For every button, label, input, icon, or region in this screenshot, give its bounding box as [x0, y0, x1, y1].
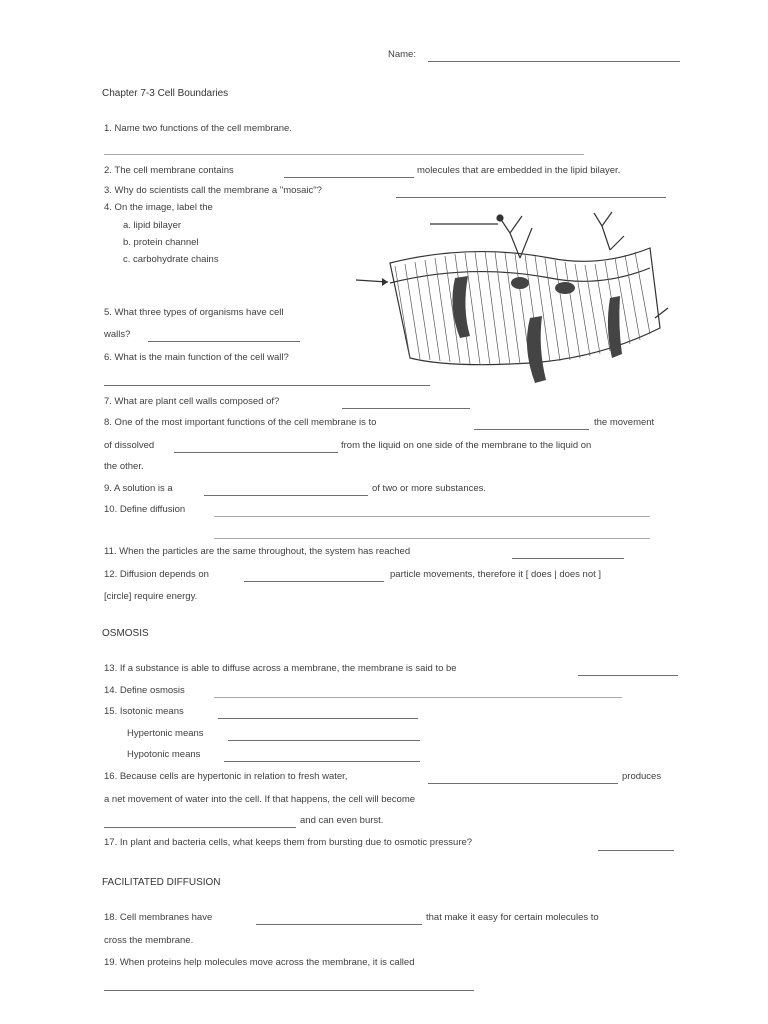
question-8-end: from the liquid on one side of the membrane to the liquid on [341, 440, 592, 451]
question-15: 15. Isotonic means [104, 706, 184, 717]
question-18-end: that make it easy for certain molecules to [426, 912, 599, 923]
question-12-circle: [circle] require energy. [104, 591, 198, 602]
question-4: 4. On the image, label the [104, 202, 213, 213]
question-15-hypertonic: Hypertonic means [127, 728, 204, 739]
worksheet-title: Chapter 7-3 Cell Boundaries [102, 88, 229, 99]
question-19: 19. When proteins help molecules move across the membrane, it is called [104, 957, 415, 968]
pointer-arrowhead [382, 278, 388, 286]
question-16-end: and can even burst. [300, 815, 384, 826]
question-6: 6. What is the main function of the cell wall? [104, 352, 289, 363]
question-10: 10. Define diffusion [104, 504, 186, 515]
question-5-start: 5. What three types of organisms have cell [104, 307, 284, 318]
label-item-c: c. carbohydrate chains [123, 254, 219, 265]
answer-blank-9[interactable] [204, 495, 368, 496]
answer-blank-11[interactable] [512, 558, 624, 559]
answer-blank-8a[interactable] [474, 429, 589, 430]
answer-blank-16b[interactable] [104, 827, 296, 828]
answer-blank-15c[interactable] [224, 761, 420, 762]
question-2-start: 2. The cell membrane contains [104, 165, 234, 176]
answer-blank-17[interactable] [598, 850, 674, 851]
facilitated-diffusion-heading: FACILITATED DIFFUSION [102, 877, 221, 888]
protein-channels [452, 276, 622, 383]
carbohydrate-chains [497, 212, 624, 258]
label-item-b: b. protein channel [123, 237, 199, 248]
question-7: 7. What are plant cell walls composed of? [104, 396, 280, 407]
question-16-produces: produces [622, 771, 662, 782]
question-1: 1. Name two functions of the cell membrane. [104, 123, 292, 134]
name-label: Name: [388, 49, 416, 60]
question-13: 13. If a substance is able to diffuse across a membrane, the membrane is said to be [104, 663, 457, 674]
answer-blank-13[interactable] [578, 675, 678, 676]
answer-blank-15a[interactable] [218, 718, 418, 719]
cell-membrane-diagram [350, 208, 670, 403]
label-item-a: a. lipid bilayer [123, 220, 182, 231]
osmosis-heading: OSMOSIS [102, 628, 149, 639]
answer-blank-3[interactable] [396, 197, 666, 198]
answer-blank-5[interactable] [148, 341, 300, 342]
question-8-dissolved: of dissolved [104, 440, 155, 451]
answer-blank-1[interactable] [104, 154, 584, 155]
name-blank[interactable] [428, 61, 680, 62]
question-12-end: particle movements, therefore it [ does | does not ] [390, 569, 602, 580]
answer-blank-10b[interactable] [214, 538, 650, 539]
question-3: 3. Why do scientists call the membrane a "mosaic"? [104, 185, 322, 196]
question-9-end: of two or more substances. [372, 483, 487, 494]
question-12-start: 12. Diffusion depends on [104, 569, 209, 580]
question-18-cross: cross the membrane. [104, 935, 194, 946]
question-8-start: 8. One of the most important functions of the cell membrane is to [104, 417, 377, 428]
question-5-end: walls? [104, 329, 131, 340]
question-14: 14. Define osmosis [104, 685, 185, 696]
question-15-hypotonic: Hypotonic means [127, 749, 201, 760]
question-16-start: 16. Because cells are hypertonic in relation to fresh water, [104, 771, 348, 782]
answer-blank-2[interactable] [284, 177, 414, 178]
answer-blank-16a[interactable] [428, 783, 618, 784]
answer-blank-18[interactable] [256, 924, 422, 925]
answer-blank-14[interactable] [214, 697, 622, 698]
answer-blank-10a[interactable] [214, 516, 650, 517]
answer-blank-12[interactable] [244, 581, 384, 582]
question-17: 17. In plant and bacteria cells, what keeps them from bursting due to osmotic pressure? [104, 837, 473, 848]
question-9-start: 9. A solution is a [104, 483, 173, 494]
question-11: 11. When the particles are the same throughout, the system has reached [104, 546, 411, 557]
question-8-mid: the movement [594, 417, 655, 428]
answer-blank-7[interactable] [342, 408, 470, 409]
question-18-start: 18. Cell membranes have [104, 912, 213, 923]
question-2-end: molecules that are embedded in the lipid bilayer. [417, 165, 621, 176]
question-8-other: the other. [104, 461, 144, 472]
answer-blank-15b[interactable] [228, 740, 420, 741]
answer-blank-8b[interactable] [174, 452, 338, 453]
answer-blank-19[interactable] [104, 990, 474, 991]
question-16-middle: a net movement of water into the cell. If that happens, the cell will become [104, 794, 416, 805]
